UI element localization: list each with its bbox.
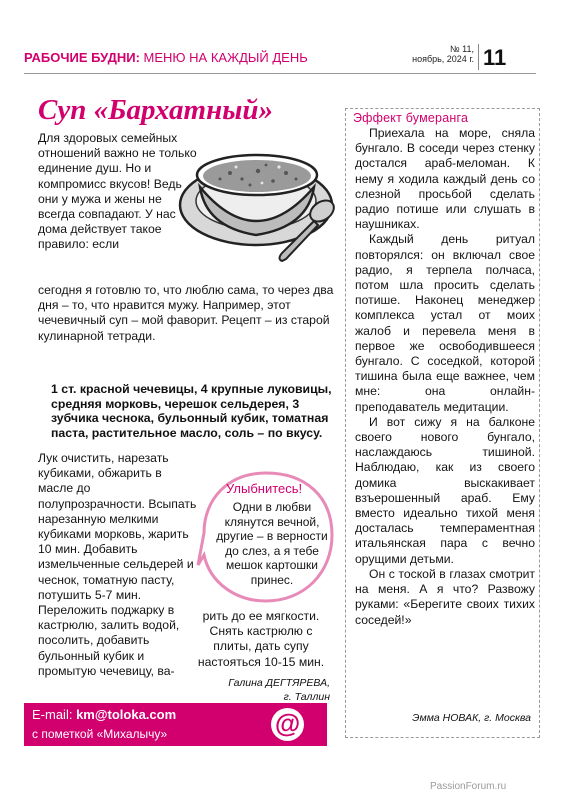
email-label: E-mail:: [32, 707, 77, 722]
side-story-paragraph: Каждый день ритуал повторялся: он включал свое радио, я терпела полчаса, потом шла просить сделать потише. Наконец менеджер комплекса устал от моих жалоб и перевела меня в первое же освободившееся бунгало. С соседкой, которой тишина была еще важнее, чем мне: она онлайн-преподаватель медитации.: [355, 232, 535, 414]
issue-info: [404, 44, 474, 64]
watermark: PassionForum.ru: [430, 781, 507, 792]
ingredients-list: 1 ст. красной чечевицы, 4 крупные луковицы, средняя морковь, черешок сельдерея, 3 зубчика чеснока, бульонный кубик, томатная паста, растительное масло, соль – по вкусу.: [51, 382, 332, 440]
email-link[interactable]: km@toloka.com: [76, 707, 177, 722]
recipe-author-city: г. Таллин: [283, 691, 330, 703]
contact-email-line: [32, 707, 176, 722]
joke-text: Одни в любви клянутся вечной, другие – в верности до слез, а я тебе мешок картошки принес.: [216, 500, 328, 587]
recipe-method-end: [191, 609, 331, 670]
contact-note: с пометкой «Михалычу»: [32, 727, 168, 741]
side-story-text: [355, 126, 535, 628]
side-story-paragraph: И вот сижу я на балконе своего нового бунгало, наслаждаюсь тишиной. Наблюдаю, как из своего домика выскакивает взъерошенный араб. Ему вместо идеально тихой меня досталась темпераментная итальянская пара с вечно орущими детьми.: [355, 414, 535, 566]
page-number: 11: [483, 45, 507, 70]
soup-bowl-icon: [178, 135, 340, 275]
recipe-author-signature: [180, 676, 330, 704]
issue-date: ноябрь, 2024 г.: [412, 54, 474, 64]
recipe-method-text: Лук очистить, нарезать кубиками, обжарить в масле до полупрозрачности. Всыпать нарезанную мелкими кубиками морковь, жарить 10 мин. Добавить измельченные сельдерей и чеснок, томатную пасту, потушить 5-7 мин. Переложить поджарку в кастрюлю, залить водой, посолить, добавить бульонный кубик и промытую чечевицу, ва-: [38, 451, 197, 678]
recipe-intro-wide: сегодня я готовлю то, что люблю сама, то через два дня – то, что нравится мужу. Например, этот чечевичный суп – мой фаворит. Рецепт – из старой кулинарной тетради.: [38, 283, 334, 343]
at-icon: @: [271, 708, 304, 741]
recipe-method-end-text: рить до ее мягкости. Снять кастрюлю с плиты, дать супу настояться 10-15 мин.: [197, 609, 325, 669]
subsection-name: МЕНЮ НА КАЖДЫЙ ДЕНЬ: [143, 50, 308, 65]
recipe-intro-continued: [38, 283, 334, 344]
section-header: [24, 50, 308, 65]
issue-number: № 11,: [450, 44, 474, 54]
joke-title: Улыбнитесь!: [226, 481, 303, 496]
recipe-intro-narrow: Для здоровых семейных отношений важно не только единение душ. Но и компромисс вкусов! Ведь они у мужа и жены не всегда совпадают. У нас дома действует такое правило: если: [38, 131, 197, 252]
side-story-paragraph: Он с тоской в глазах смотрит на меня. А я что? Развожу руками: «Берегите своих тихих соседей!»: [355, 566, 535, 627]
side-story-author: Эмма НОВАК, г. Москва: [412, 712, 531, 724]
section-name: РАБОЧИЕ БУДНИ:: [24, 50, 140, 65]
side-story-paragraph: Приехала на море, сняла бунгало. В соседи через стенку достался араб-меломан. К нему я ходила каждый день со слезной просьбой сделать радио потише или слушать в наушниках.: [355, 126, 535, 232]
recipe-title: Суп «Бархатный»: [38, 94, 273, 126]
header-rule: [24, 73, 536, 74]
side-story-title: Эффект бумеранга: [353, 111, 469, 125]
recipe-author: Галина ДЕГТЯРЕВА,: [228, 677, 330, 689]
recipe-intro: [38, 131, 198, 253]
header-divider: [478, 44, 479, 70]
recipe-method: [38, 451, 199, 679]
